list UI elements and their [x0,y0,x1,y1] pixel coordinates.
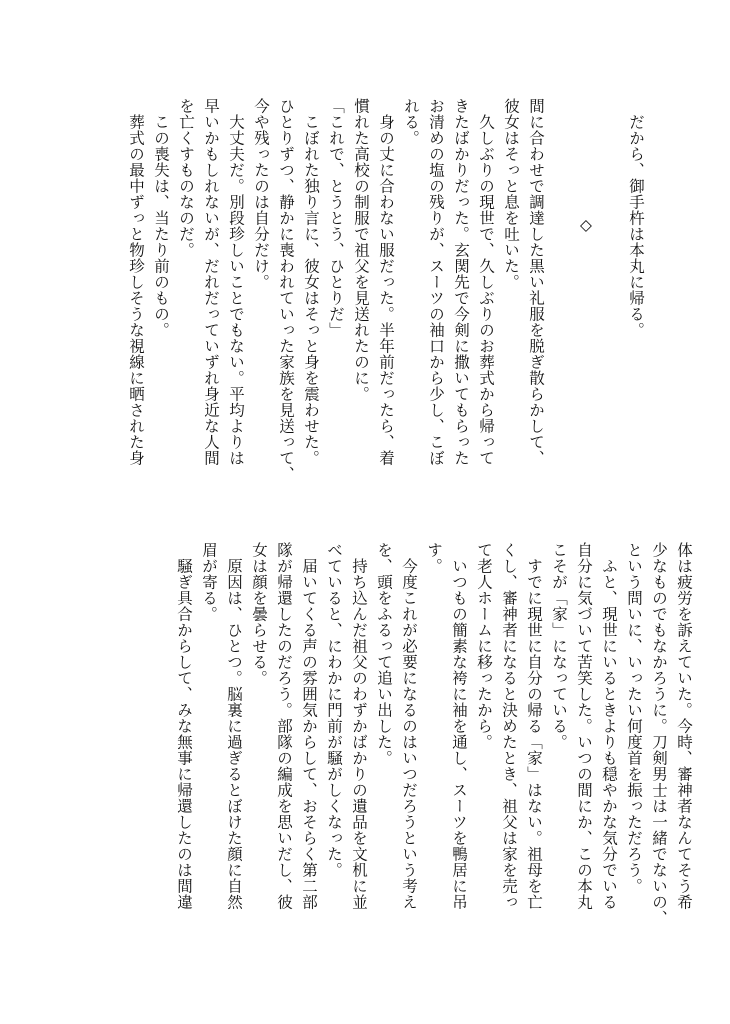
text-line: 彼女はそっと息を吐いた。 [502,98,520,290]
text-line: を亡くすものなのだ。 [177,98,195,258]
text-line: くし、審神者になると決めたとき、祖父は家を売っ [500,542,518,910]
text-line: 久しぶりの現世で、久しぶりのお葬式から帰って [477,98,495,466]
text-line: こそが「家」になっている。 [550,542,568,750]
text-line: 今や残ったのは自分だけ。 [252,98,270,290]
text-line: 眉が寄る。 [200,542,218,622]
text-line: という問いに、いったい何度首を振っただろう。 [625,542,643,894]
text-line: 身の丈に合わない服だった。半年前だったら、着 [377,98,395,466]
text-line: 少なものでもなかろうに。刀剣男士は一緒でないの、 [650,542,668,926]
text-column-block-top [73,98,648,508]
text-line: 体は疲労を訴えていた。今時、審神者なんてそう希 [675,542,693,910]
text-line: べていると、にわかに門前が騒がしくなった。 [325,542,343,878]
text-line: だから、御手杵は本丸に帰る。 [627,98,645,338]
text-line: 慣れた高校の制服で祖父を見送れたのに。 [352,98,370,402]
dialogue-line: 「これで、とうとう、ひとりだ」 [327,98,345,338]
text-line: す。 [425,542,443,574]
text-line: 間に合わせで調達した黒い礼服を脱ぎ散らかして、 [527,98,545,466]
text-line: こぼれた独り言に、彼女はそっと身を震わせた。 [302,98,320,466]
blank-line [598,98,623,508]
text-line: いつもの簡素な袴に袖を通し、スーツを鴨居に吊 [450,542,468,910]
blank-line [548,98,573,508]
text-line: 届いてくる声の雰囲気からして、おそらく第二部 [300,542,318,910]
text-line: 今度これが必要になるのはいつだろうという考え [400,542,418,910]
text-line: 原因は、ひとつ。脳裏に過ぎるとぼけた顔に自然 [225,542,243,910]
text-line: ふと、現世にいるときよりも穏やかな気分でいる [600,542,618,910]
text-line: この喪失は、当たり前のもの。 [152,98,170,338]
text-line: すでに現世に自分の帰る「家」はない。祖母を亡 [525,542,543,910]
section-break-diamond: ◇ [577,216,595,235]
text-line: 騒ぎ具合からして、みな無事に帰還したのは間違 [175,542,193,910]
text-line: 女は顔を曇らせる。 [250,542,268,686]
text-line: 自分に気づいて苦笑した。いつの間にか、この本丸 [575,542,593,910]
text-line: 葬式の最中ずっと物珍しそうな視線に晒された身 [127,98,145,466]
text-line: れる。 [402,98,420,146]
text-line: 大丈夫だ。別段珍しいことでもない。平均よりは [227,98,245,466]
text-line: を、頭をふるって追い出した。 [375,542,393,766]
text-line: ひとりずつ、静かに喪われていった家族を見送って、 [277,98,295,482]
text-line: 早いかもしれないが、だれだっていずれ身近な人間 [202,98,220,466]
text-line: て老人ホームに移ったから。 [475,542,493,750]
text-line: お清めの塩の残りが、スーツの袖口から少し、こぼ [427,98,445,466]
text-line: きたばかりだった。玄関先で今剣に撒いてもらった [452,98,470,466]
text-line: 持ち込んだ祖父のわずかばかりの遺品を文机に並 [350,542,368,910]
text-line: 隊が帰還したのだろう。部隊の編成を思いだし、彼 [275,542,293,910]
text-column-block-bottom [26,542,696,972]
